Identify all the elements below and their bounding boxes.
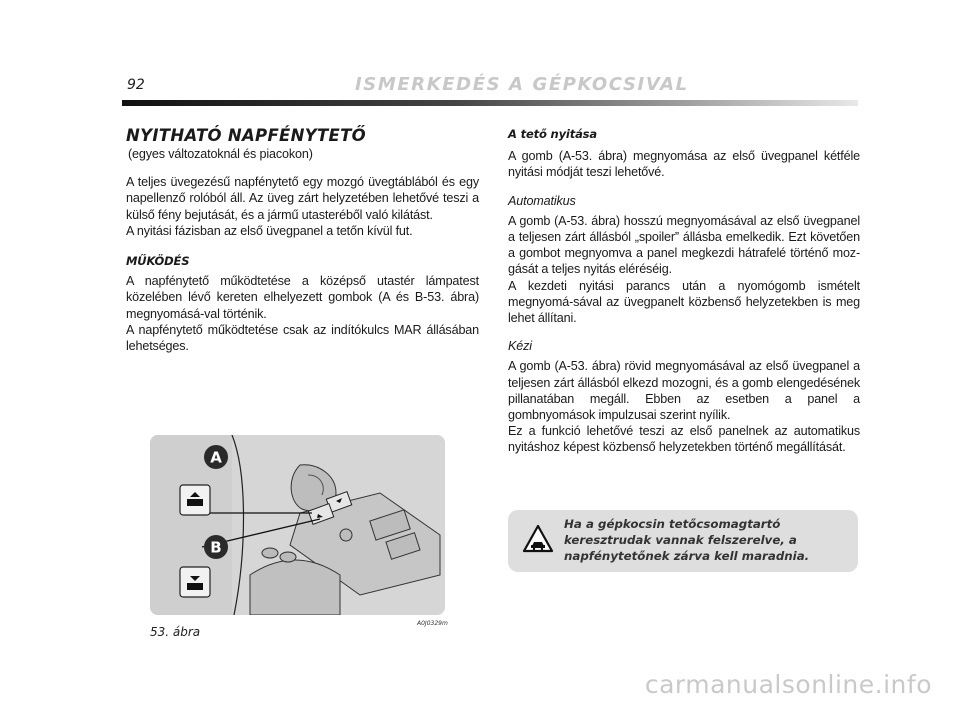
section-title: NYITHATÓ NAPFÉNYTETŐ: [126, 126, 366, 145]
body-paragraph: A gomb (A-53. ábra) hosszú megnyomásával az első üvegpanel a teljesen zárt állásból „spoiler” állásba emelkedik. Ezt követően a gombot megnyomva a panel megkezdi hátrafelé történő moz-gását a teljes nyitás eléréséig.: [508, 213, 860, 277]
section-subtitle: (egyes változatoknál és piacokon): [128, 147, 313, 161]
chapter-title: ISMERKEDÉS A GÉPKOCSIVAL: [355, 74, 689, 95]
warning-text: Ha a gépkocsin tetőcsomagtartó keresztrudak vannak felszerelve, a napfénytetőnek zárva kell maradnia.: [564, 517, 810, 563]
callout-label-a: A: [210, 448, 222, 467]
car-warning-triangle-icon: [522, 524, 554, 554]
header-rule: [122, 100, 858, 106]
subsection-heading: A tető nyitása: [508, 127, 597, 141]
body-paragraph: A gomb (A-53. ábra) rövid megnyomásával az első üvegpanel a teljesen zárt állásból elkezd mozogni, és a gomb elengedésének pillanatában megáll. Ebben az esetben a panel a gombnyomások impulzusai szerint nyílik.: [508, 359, 860, 423]
watermark: carmanualsonline.info: [644, 670, 932, 699]
automatic-heading: Automatikus: [508, 193, 576, 208]
body-paragraph: A gomb (A-53. ábra) megnyomása az első üvegpanel kétféle nyitási módját teszi lehetővé.: [508, 149, 860, 180]
figure-code: A0J0329m: [417, 620, 448, 627]
sunroof-buttons-figure: [150, 435, 445, 615]
body-paragraph: A kezdeti nyitási parancs után a nyomógomb ismételt megnyomá-sával az üvegpanelt közbenső helyzetekben is meg lehet állítani.: [508, 278, 860, 326]
body-paragraph: A nyitási fázisban az első üvegpanel a tetőn kívül fut.: [126, 223, 413, 238]
page-number: 92: [127, 77, 145, 93]
callout-label-b: B: [210, 538, 222, 557]
body-paragraph: A napfénytető működtetése csak az indítókulcs MAR állásában lehetséges.: [126, 322, 479, 354]
left-column: [126, 126, 479, 354]
body-paragraph: A teljes üvegezésű napfénytető egy mozgó üvegtáblából és egy napellenző rolóból áll. Az üveg zárt helyzetében lehetővé teszi a külső fény bejutását, és a jármű utasteréből való kilátást.: [126, 175, 479, 222]
figure-caption: 53. ábra: [150, 625, 201, 639]
right-column: [508, 126, 860, 456]
body-paragraph: Ez a funkció lehetővé teszi az első panelnek az automatikus nyitáshoz képest közbenső helyzetekben történő megállítását.: [508, 424, 860, 455]
body-paragraph: A napfénytető működtetése a középső utastér lámpatest közelében lévő kereten elhelyezett gombok (A és B-53. ábra) megnyomásá-val történik.: [126, 274, 479, 321]
subsection-heading: MŰKÖDÉS: [126, 254, 190, 269]
manual-heading: Kézi: [508, 339, 532, 354]
warning-box: [508, 510, 858, 572]
